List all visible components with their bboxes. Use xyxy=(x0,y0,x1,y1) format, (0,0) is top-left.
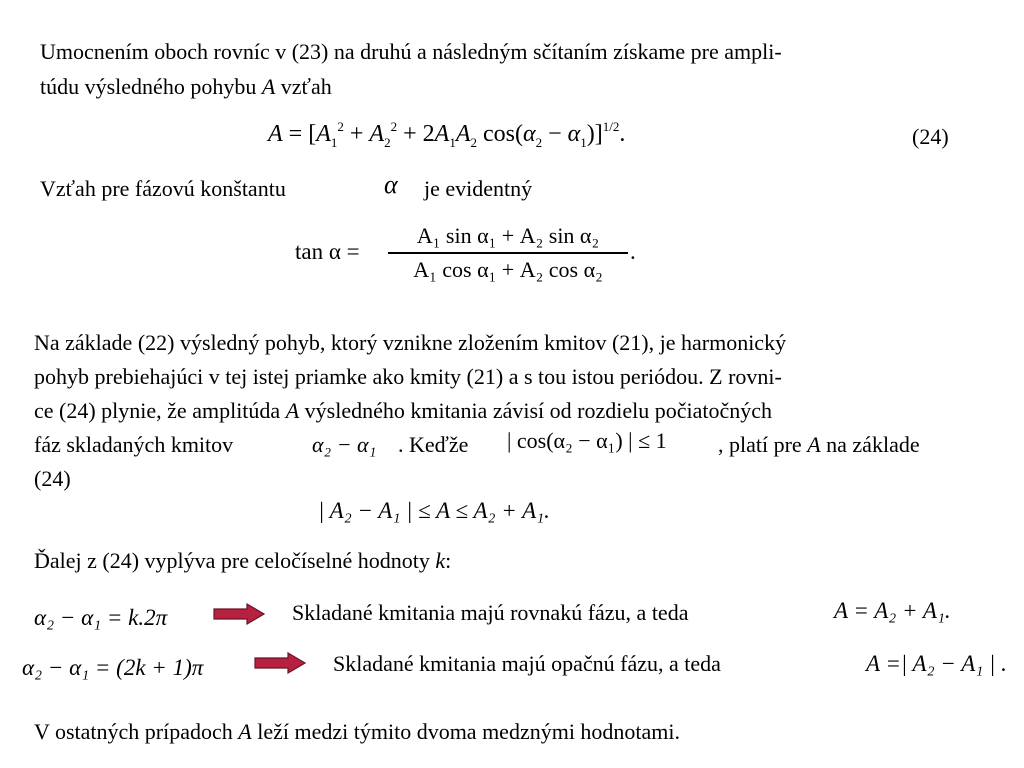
text: vzťah xyxy=(275,74,332,99)
paragraph2-line5: (24) xyxy=(34,466,71,491)
text: V ostatných prípadoch xyxy=(34,719,239,744)
eq-sub: 1 xyxy=(580,135,587,150)
cos-condition: | cos(α₂ − α₁) | ≤ 1 xyxy=(507,428,667,453)
alpha-difference: α₂ − α₁ xyxy=(312,432,377,457)
eq-func: cos( xyxy=(476,121,523,147)
paragraph2-line3 xyxy=(34,398,772,424)
variable-A: A xyxy=(807,432,821,457)
equation-24 xyxy=(268,119,626,150)
case2-condition: α₂ − α₁ = (2k + 1)π xyxy=(22,655,204,680)
eq-sup: 2 xyxy=(390,119,398,134)
alpha-symbol: α xyxy=(384,170,398,199)
eq-sym: )] xyxy=(586,121,603,147)
eq-sym: = [ xyxy=(282,121,317,147)
eq-var: α xyxy=(522,121,536,147)
paragraph1-line1: Umocnením oboch rovníc v (23) na druhú a následným sčítaním získame pre ampli- xyxy=(40,39,782,64)
case1-text: Skladané kmitania majú rovnakú fázu, a teda xyxy=(292,600,689,625)
tan-dot: . xyxy=(630,239,636,264)
text: túdu výsledného pohybu xyxy=(40,74,262,99)
eq-sub: 2 xyxy=(470,135,477,150)
paragraph2-line2: pohyb prebiehajúci v tej istej priamke ako kmity (21) a s tou istou periódou. Z rovni- xyxy=(34,364,782,389)
eq-var: A xyxy=(268,121,283,147)
eq-sub: 2 xyxy=(535,135,543,150)
eq-sub: 2 xyxy=(384,135,391,150)
case1-result: A = A₂ + A₁. xyxy=(834,598,951,623)
paragraph1-line2 xyxy=(40,74,332,100)
paragraph2-line1: Na základe (22) výsledný pohyb, ktorý vznikne zložením kmitov (21), je harmonický xyxy=(34,330,787,355)
eq-sym: . xyxy=(619,121,626,147)
tan-lhs: tan α = xyxy=(295,239,360,264)
variable-k: k xyxy=(435,548,446,573)
eq-var: A xyxy=(316,121,331,147)
equation-number: (24) xyxy=(912,124,949,149)
eq-sym: + 2 xyxy=(397,121,435,147)
text: leží medzi týmito dvoma medznými hodnotami. xyxy=(251,719,681,744)
eq-sup: 1/2 xyxy=(602,119,620,134)
case1-condition: α₂ − α₁ = k.2π xyxy=(34,605,168,630)
text: , platí pre xyxy=(718,432,808,457)
text: : xyxy=(445,548,452,573)
eq-sub: 1 xyxy=(330,135,338,150)
eq-var: A xyxy=(369,121,385,147)
eq-sub: 1 xyxy=(449,135,456,150)
paragraph2-line4-mid: . Keďže xyxy=(398,432,469,457)
variable-A: A xyxy=(238,719,252,744)
text: Ďalej z (24) vyplýva pre celočíselné hodnoty xyxy=(34,548,436,573)
eq-sup: 2 xyxy=(337,119,344,134)
right-arrow-icon xyxy=(254,652,306,674)
inequality: | A₂ − A₁ | ≤ A ≤ A₂ + A₁. xyxy=(318,498,550,523)
tan-denominator: A₁ cos α₁ + A₂ cos α₂ xyxy=(413,256,603,282)
fraction-bar xyxy=(388,252,628,254)
eq-var: A xyxy=(455,121,471,147)
eq-sym: − xyxy=(542,121,568,147)
eq-sym: + xyxy=(343,121,370,147)
variable-A: A xyxy=(261,74,276,99)
phase-text-pre: Vzťah pre fázovú konštantu xyxy=(40,176,286,201)
phase-text-post: je evidentný xyxy=(424,176,533,201)
eq-var: α xyxy=(567,121,581,147)
variable-A: A xyxy=(285,398,300,423)
paragraph2-line4-post xyxy=(718,432,920,458)
case2-text: Skladané kmitania majú opačnú fázu, a teda xyxy=(333,651,721,676)
text: na základe xyxy=(820,432,920,457)
right-arrow-icon xyxy=(213,603,265,625)
tan-fraction xyxy=(388,223,628,283)
tan-numerator: A₁ sin α₁ + A₂ sin α₂ xyxy=(416,223,600,248)
text: ce (24) plynie, že amplitúda xyxy=(34,398,286,423)
case2-result: A =| A₂ − A₁ | . xyxy=(866,651,1007,676)
final-line xyxy=(34,719,680,745)
eq-var: A xyxy=(434,121,450,147)
paragraph2-line4-pre: fáz skladaných kmitov xyxy=(34,432,234,457)
text: výsledného kmitania závisí od rozdielu počiatočných xyxy=(299,398,773,423)
dalej-line xyxy=(34,548,451,574)
